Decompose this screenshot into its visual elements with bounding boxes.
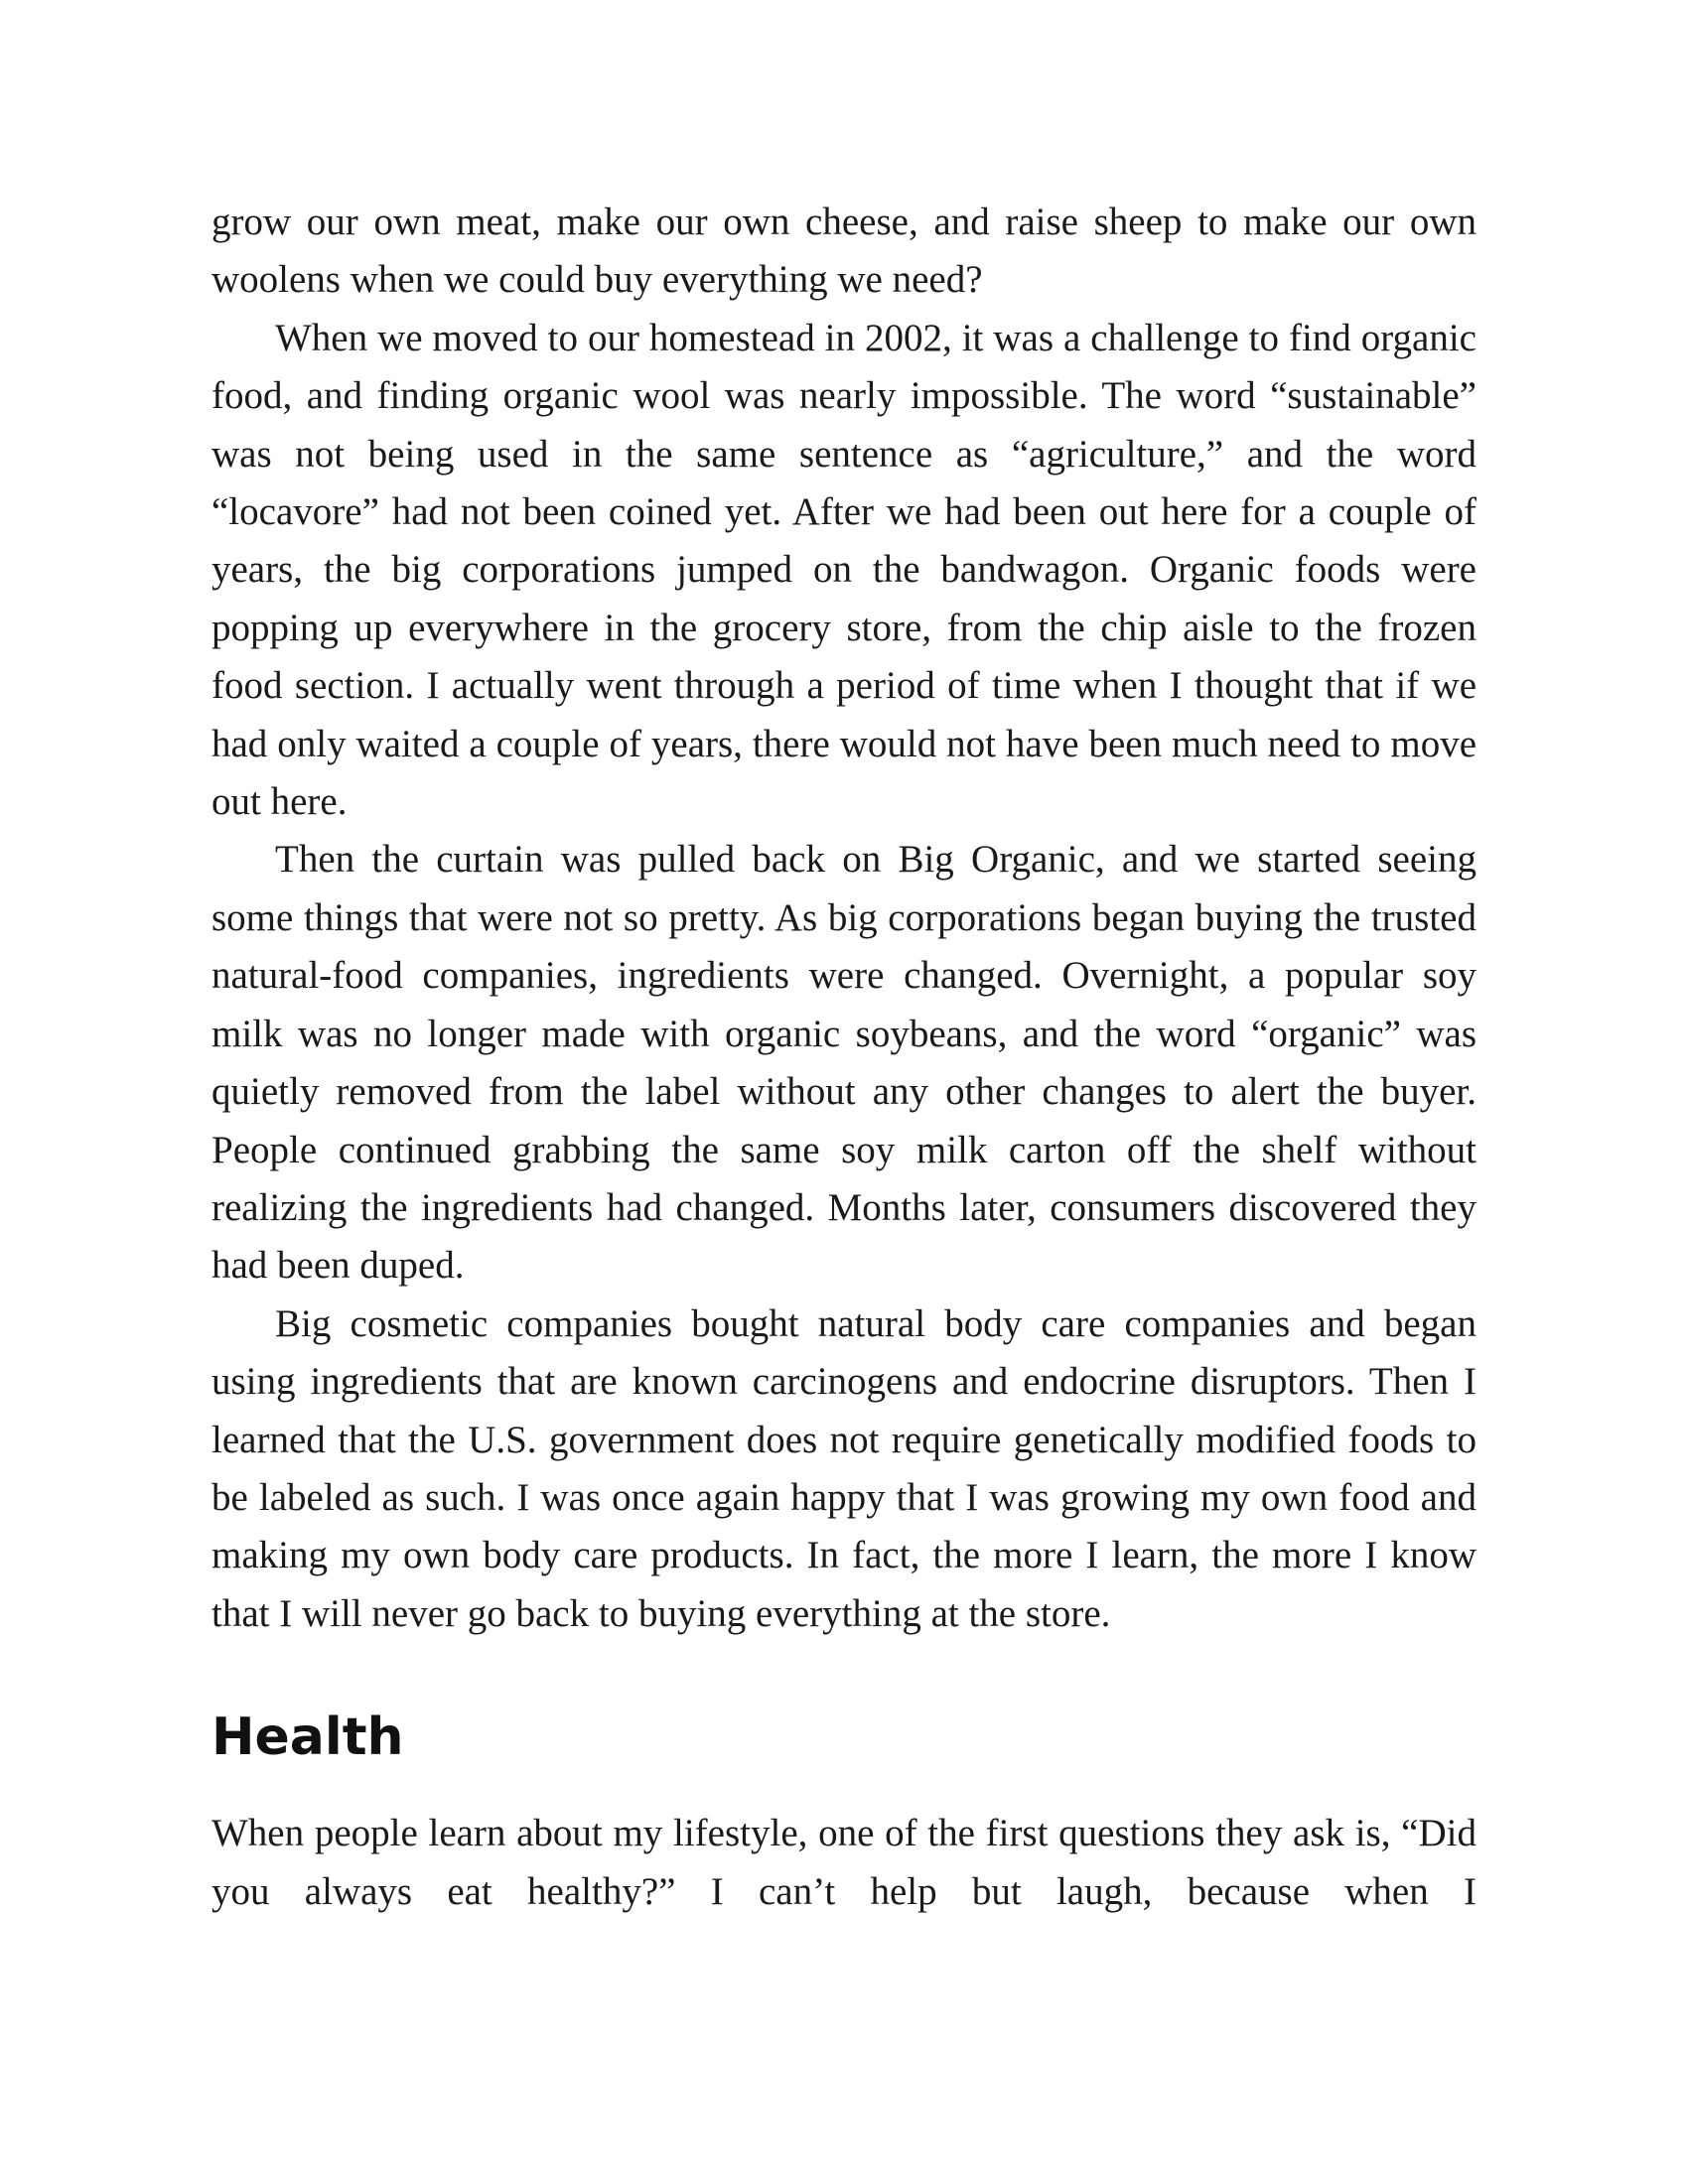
body-paragraph: When we moved to our homestead in 2002, it was a challenge to find organic food, and finding organic wool was nearly impossible. The word “sustainable” was not being used in the same sentence as “agriculture,” and the word “locavore” had not been coined yet. After we had been out here for a couple of years, the big corporations jumped on the bandwagon. Organic foods were popping up everywhere in the grocery store, from the chip aisle to the frozen food section. I actually went through a period of time when I thought that if we had only waited a couple of years, there would not have been much need to move out here. xyxy=(211,316,1477,824)
body-paragraph: grow our own meat, make our own cheese, and raise sheep to make our own woolens when we could buy everything we need? xyxy=(211,201,1477,302)
body-paragraph: Big cosmetic companies bought natural body care companies and began using ingredients that are known carcinogens and endocrine disruptors. Then I learned that the U.S. government does not require genetically modified foods to be labeled as such. I was once again happy that I was growing my own food and making my own body care products. In fact, the more I learn, the more I know that I will never go back to buying everything at the store. xyxy=(211,1301,1477,1635)
body-paragraph: Then the curtain was pulled back on Big Organic, and we started seeing some things that were not so pretty. As big corporations began buying the trusted natural-food companies, ingredients were changed. Overnight, a popular soy milk was no longer made with organic soybeans, and the word “organic” was quietly removed from the label without any other changes to alert the buyer. People continued grabbing the same soy milk carton off the shelf without realizing the ingredients had changed. Months later, consumers discovered they had been duped. xyxy=(211,838,1477,1288)
body-paragraph: When people learn about my lifestyle, one of the first questions they ask is, “Did you always eat healthy?” I can’t help but laugh, because when I xyxy=(211,1812,1477,1913)
book-page xyxy=(211,194,1477,1921)
section-heading: Health xyxy=(211,1707,404,1768)
